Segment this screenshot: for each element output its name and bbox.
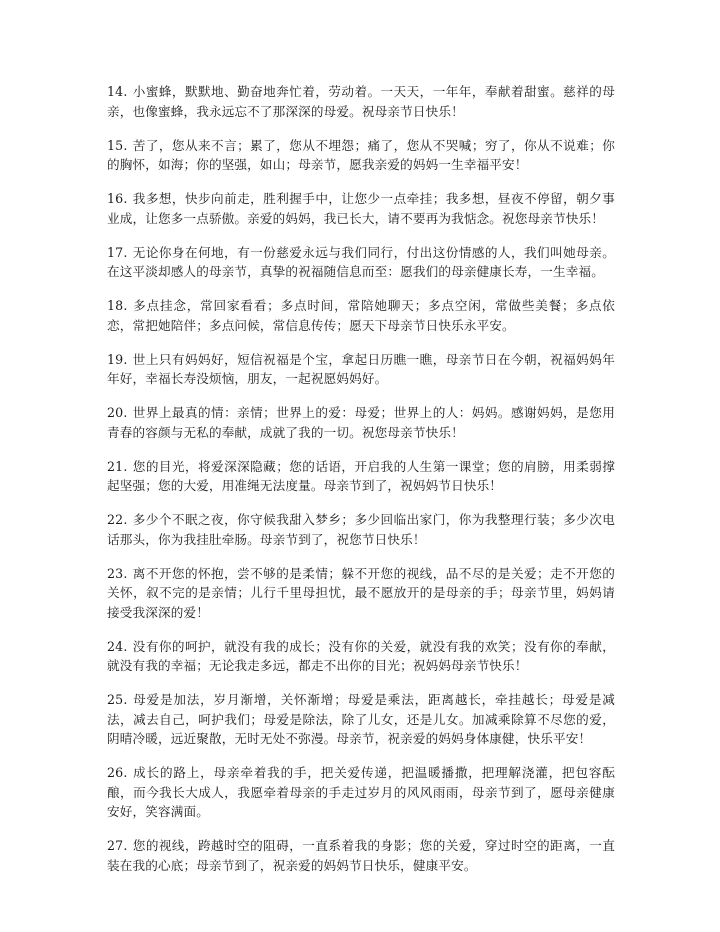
paragraph-22 [107, 510, 615, 549]
paragraph-text: 成长的路上，母亲牵着我的手，把关爱传递，把温暖播撒，把理解浇灌，把包容酝酿，而今我长大成人，我愿牵着母亲的手走过岁月的风风雨雨，母亲节到了，愿母亲健康安好，笑容满面。 [107, 765, 615, 819]
paragraph-25 [107, 690, 615, 749]
paragraph-17 [107, 243, 615, 282]
paragraph-text: 离不开您的怀抱，尝不够的是柔情；躲不开您的视线，品不尽的是关爱；走不开您的关怀，叙不完的是亲情；儿行千里母担忧，最不愿放开的是母亲的手；母亲节里，妈妈请接受我深深的爱！ [107, 565, 615, 620]
paragraph-20 [107, 403, 615, 442]
paragraph-number: 26. [107, 765, 128, 780]
paragraph-number: 14. [107, 84, 128, 99]
paragraph-text: 我多想，快步向前走，胜利握手中，让您少一点牵挂；我多想，昼夜不停留，朝夕事业成，让您多一点骄傲。亲爱的妈妈，我已长大，请不要再为我惦念。祝您母亲节快乐！ [107, 191, 615, 226]
paragraph-18 [107, 296, 615, 335]
paragraph-text: 世上只有妈妈好，短信祝福是个宝，拿起日历瞧一瞧，母亲节日在今朝，祝福妈妈年年好，幸福长寿没烦恼，朋友，一起祝愿妈妈好。 [107, 351, 615, 386]
paragraph-15 [107, 136, 615, 175]
paragraph-text: 苦了，您从来不言；累了，您从不埋怨；痛了，您从不哭喊；穷了，你从不说难；你的胸怀，如海；你的坚强，如山；母亲节，愿我亲爱的妈妈一生幸福平安！ [107, 137, 615, 172]
paragraph-number: 27. [107, 838, 128, 853]
paragraph-number: 17. [107, 244, 128, 260]
paragraph-number: 18. [107, 298, 128, 313]
paragraph-text: 母爱是加法，岁月渐增，关怀渐增；母爱是乘法，距离越长，牵挂越长；母爱是减法，减去自己，呵护我们；母爱是除法，除了儿女，还是儿女。加减乘除算不尽您的爱，阴晴冷暖，远近聚散，无时无处不弥漫。母亲节，祝亲爱的妈妈身体康健，快乐平安！ [107, 692, 615, 746]
paragraph-number: 25. [107, 692, 128, 707]
paragraph-number: 15. [107, 137, 128, 153]
paragraph-14 [107, 82, 615, 121]
paragraph-19 [107, 350, 615, 389]
paragraph-text: 无论你身在何地，有一份慈爱永远与我们同行，付出这份情感的人，我们叫她母亲。在这平淡却感人的母亲节，真挚的祝福随信息而至：愿我们的母亲健康长寿，一生幸福。 [107, 244, 615, 279]
paragraph-number: 24. [107, 638, 128, 654]
paragraph-text: 多少个不眠之夜，你守候我甜入梦乡；多少回临出家门，你为我整理行装；多少次电话那头，你为我挂肚牵肠。母亲节到了，祝您节日快乐！ [107, 512, 615, 547]
paragraph-number: 16. [107, 191, 128, 206]
paragraph-number: 19. [107, 351, 128, 367]
paragraph-text: 多点挂念，常回家看看；多点时间，常陪她聊天；多点空闲，常做些美餐；多点依恋，常把她陪伴；多点问候，常信息传传；愿天下母亲节日快乐永平安。 [107, 298, 615, 333]
paragraph-26 [107, 763, 615, 822]
document-body [107, 82, 615, 890]
paragraph-text: 没有你的呵护，就没有我的成长；没有你的关爱，就没有我的欢笑；没有你的奉献，就没有我的幸福；无论我走多远，都走不出你的目光；祝妈妈母亲节快乐！ [107, 638, 615, 673]
paragraph-24 [107, 637, 615, 676]
paragraph-23 [107, 564, 615, 623]
paragraph-text: 您的目光，将爱深深隐藏；您的话语，开启我的人生第一课堂；您的肩膀，用柔弱撑起坚强；您的大爱，用准绳无法度量。母亲节到了，祝妈妈节日快乐！ [107, 458, 615, 493]
paragraph-text: 世界上最真的情：亲情；世界上的爱：母爱；世界上的人：妈妈。感谢妈妈，是您用青春的容颜与无私的奉献，成就了我的一切。祝您母亲节快乐！ [107, 405, 615, 440]
paragraph-text: 小蜜蜂，默默地、勤奋地奔忙着，劳动着。一天天，一年年，奉献着甜蜜。慈祥的母亲，也像蜜蜂，我永远忘不了那深深的母爱。祝母亲节日快乐！ [107, 84, 615, 119]
paragraph-number: 23. [107, 565, 128, 581]
paragraph-16 [107, 189, 615, 228]
paragraph-27 [107, 836, 615, 875]
paragraph-text: 您的视线，跨越时空的阻碍，一直系着我的身影；您的关爱，穿过时空的距离，一直装在我的心底；母亲节到了，祝亲爱的妈妈节日快乐，健康平安。 [107, 838, 615, 873]
paragraph-number: 21. [107, 458, 128, 474]
paragraph-number: 20. [107, 405, 128, 420]
paragraph-number: 22. [107, 512, 128, 527]
paragraph-21 [107, 457, 615, 496]
